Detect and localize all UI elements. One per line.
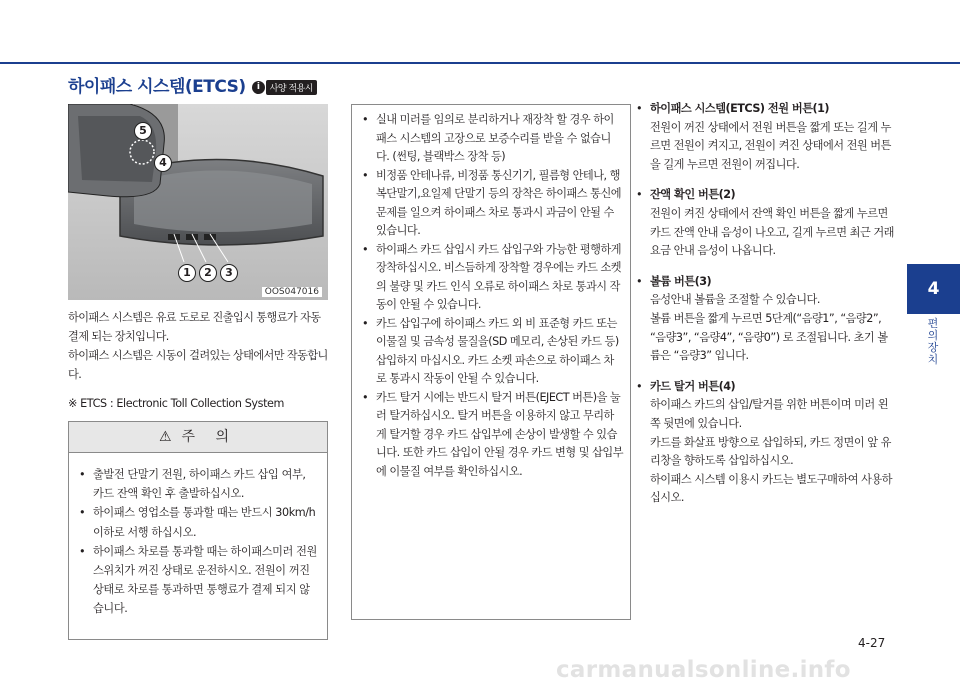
section-heading: • 볼륨 버튼(3): [650, 274, 712, 288]
list-item: • 하이패스 카드 삽입시 카드 삽입구와 가능한 평행하게 장착하십시오. 비스듬하게 장착할 경우에는 카드 소켓의 불량 및 카드 인식 오류로 하이패스 차로 통과시 작동이 안될 수 있습니다.: [358, 241, 624, 315]
chapter-tab-label: 편의 장치: [927, 317, 939, 366]
etcs-note: ※ ETCS : Electronic Toll Collection System: [68, 397, 285, 410]
section-heading: • 하이패스 시스템(ETCS) 전원 버튼(1): [650, 102, 830, 115]
list-item: • 카드 삽입구에 하이패스 카드 외 비 표준형 카드 또는 이물질 및 금속성 물질을(SD 메모리, 손상된 카드 등) 삽입하지 마십시오. 카드 소켓 파손으로 하이패스 차로 통과시 작동이 안될 수 있습니다.: [358, 315, 624, 389]
balance-button-section: [634, 186, 896, 260]
callout-4: 4: [154, 154, 172, 172]
figure-code: OOS047016: [262, 287, 322, 297]
top-rule: [0, 62, 960, 64]
intro-paragraph: 하이패스 시스템은 유료 도로로 진출입시 통행료가 자동결제 되는 장치입니다.: [68, 311, 321, 343]
watermark: carmanualsonline.info: [556, 657, 851, 683]
callout-1: 1: [178, 264, 196, 282]
warning-list: [352, 105, 630, 481]
section-heading: • 잔액 확인 버튼(2): [650, 188, 736, 202]
list-item: • 카드 탈거 시에는 반드시 탈거 버튼(EJECT 버튼)을 눌러 탈거하십시오. 탈거 버튼을 이용하지 않고 무리하게 탈거할 경우 카드 삽입부에 손상이 발생할 수 있습니다. 또한 카드 삽입이 안될 경우 카드 변형 및 삽입부에 이물질 여부를 확인하십시오.: [358, 389, 624, 482]
caution-list: [69, 453, 327, 619]
callout-2: 2: [199, 264, 217, 282]
caution-title: 주 의: [181, 429, 238, 445]
option-badge: 사양 적용시: [266, 80, 317, 95]
section-text: 카드를 화살표 방향으로 삽입하되, 카드 정면이 앞 유리창을 향하도록 삽입하십시오.: [650, 435, 891, 468]
callout-5: 5: [134, 122, 152, 140]
section-heading: • 카드 탈거 버튼(4): [650, 379, 736, 393]
section-text: 음성안내 볼륨을 조절할 수 있습니다.: [650, 293, 820, 307]
list-item: • 비정품 안테나류, 비정품 통신기기, 필름형 안테나, 행복단말기,요일제 단말기 등의 장착은 하이패스 통신에 문제를 일으켜 하이패스 차로 통과시 과금이 안될 수 있습니다.: [358, 167, 624, 241]
list-item: • 실내 미러를 임의로 분리하거나 재장착 할 경우 하이패스 시스템의 고장으로 보증수리를 받을 수 없습니다. (썬팅, 블랙박스 장착 등): [358, 111, 624, 167]
warning-list-box: [351, 104, 631, 620]
caution-box: [68, 421, 328, 640]
warning-triangle-icon: ⚠: [158, 429, 172, 445]
mirror-illustration: [68, 104, 328, 300]
mirror-photo: [68, 104, 328, 300]
section-text: 볼륨 버튼을 짧게 누르면 5단계(“음량1”, “음량2”, “음량3”, “음량4”, “음량0”) 로 조절됩니다. 초기 볼륨은 “음량3” 입니다.: [650, 311, 888, 363]
section-text: 하이패스 시스템 이용시 카드는 별도구매하여 사용하십시오.: [650, 472, 893, 505]
section-text: 전원이 꺼진 상태에서 전원 버튼을 짧게 또는 길게 누르면 전원이 켜지고, 전원이 켜진 상태에서 전원 버튼을 길게 누르면 전원이 꺼집니다.: [650, 120, 891, 171]
intro-paragraph: 하이패스 시스템은 시동이 걸려있는 상태에서만 작동합니다.: [68, 349, 328, 381]
info-circle-icon: i: [252, 81, 265, 94]
volume-button-section: [634, 273, 896, 366]
list-item: • 하이패스 영업소를 통과할 때는 반드시 30km/h 이하로 서행 하십시오.: [75, 503, 319, 541]
list-item: • 출발전 단말기 전원, 하이패스 카드 삽입 여부, 카드 잔액 확인 후 출발하십시오.: [75, 465, 319, 503]
section-text: 하이패스 카드의 삽입/탈거를 위한 버튼이며 미러 왼쪽 뒷면에 있습니다.: [650, 398, 889, 430]
intro-text: [68, 308, 330, 384]
page-number: 4-27: [858, 636, 886, 650]
power-button-section: [634, 100, 896, 174]
section-text: 전원이 켜진 상태에서 잔액 확인 버튼을 짧게 누르면 카드 잔액 안내 음성이 나오고, 길게 누르면 최근 거래 요금 안내 음성이 나옵니다.: [650, 206, 894, 258]
list-item: • 하이패스 차로를 통과할 때는 하이패스미러 전원 스위치가 꺼진 상태로 운전하시오. 전원이 꺼진 상태로 차로를 통과하면 통행료가 결제 되지 않습니다.: [75, 542, 319, 619]
chapter-tab[interactable]: 4: [907, 264, 960, 314]
button-descriptions: [634, 100, 896, 520]
eject-button-section: [634, 378, 896, 508]
caution-header: [69, 422, 327, 453]
callout-3: 3: [220, 264, 238, 282]
page-title: 하이패스 시스템(ETCS) i 사양 적용시: [68, 72, 317, 97]
